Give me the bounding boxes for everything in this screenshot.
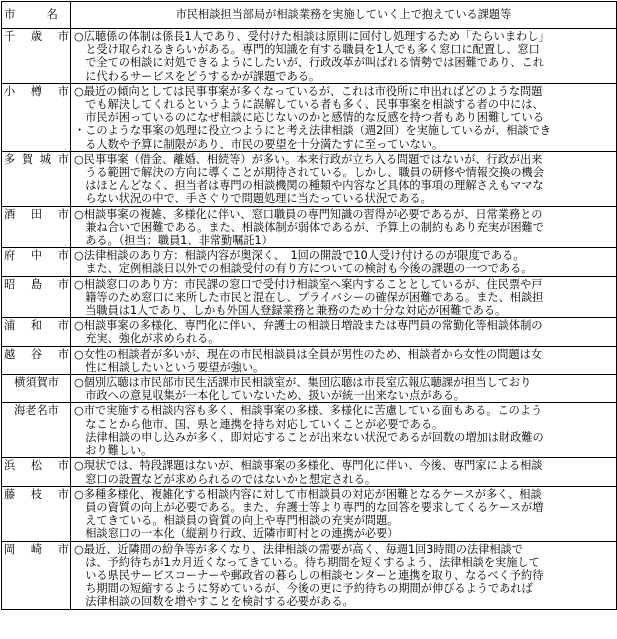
issue-text-line: 窓口の設置などが求められるのではないかと想定される。: [74, 472, 377, 486]
issues-cell: [71, 346, 617, 374]
issue-text-line: 兼ね合いで困難である。また、相談体制が弱体であるが、予算上の制約もあり充実が困難で: [74, 220, 544, 234]
issue-text-line: 当職員は1人であり、しかも外国人登録業務と兼務のため十分な対応が困難である。: [74, 304, 507, 318]
issue-text-line: 性に相談したいという要望が強い。: [74, 360, 265, 374]
issue-text-line: ○相談事案の多様化、専門化に伴い、弁護士の相談日増設または専門員の常勤化等相談体制の: [74, 319, 543, 333]
city-name-cell: 横須賀市: [2, 375, 71, 403]
issue-text-line: 相談窓口の一本化（縦割り行政、近隣市町村との連携が必要）: [74, 527, 399, 541]
issue-text-line: 員の資質の向上が必要である。また、弁護士等より専門的な回答を要求してくるケースが増: [74, 500, 544, 514]
table-row: [2, 276, 617, 318]
issue-text-line: ・このような事案の処理に役立つようにと考え法律相談（週2回）を実施しているが、相談でき: [74, 124, 551, 138]
issue-text-line: 市政への意見収集が一本化していないため、扱いが統一出来ない点がある。: [74, 389, 466, 403]
issues-column-header: 市民相談担当部局が相談業務を実施していく上で抱えている課題等: [71, 2, 617, 29]
city-name-cell: 千 歳 市: [2, 29, 71, 84]
issue-text-line: いる県民サービスコーナーや郵政省の暮らしの相談センターと連携を取り、なるべく予約待: [74, 568, 544, 582]
issue-text-line: えてきている。相談員の資質の向上や専門相談の充実が問題。: [74, 514, 399, 528]
issue-text-line: 法律相談の申し込みが多く、即対応することが出来ない状況であるが回数の増加は財政難の: [74, 430, 544, 444]
issue-text-line: ○多種多様化、複雑化する相談内容に対して市相談員の対応が困難となるケースが多く、相談: [74, 487, 542, 501]
issue-text-line: おり難しい。: [74, 444, 153, 458]
issue-text-line: は、予約待ちが1カ月近くなってきている。待ち期間を短くするよう、法律相談を実施して: [74, 555, 540, 569]
issue-text-line: ○法律相談のあり方：相談内容が奥深く、 1回の開設で10人受け付けるのが限度である。: [74, 249, 525, 263]
issue-text-line: ○個別広聴は市民部市民生活課市民相談室が、集団広聴は市長室広報広聴課が担当しており: [74, 376, 532, 390]
issue-text-line: なことから他市、国、県と連携を持ち対応していくことが必要である。: [74, 417, 444, 431]
issue-text-line: ち期間の短縮するように努めているが、今後の更に予約待ちの期間が伸びるようであれば: [74, 582, 533, 596]
issue-text-line: ○相談事案の複雑、多様化に伴い、窓口職員の専門知識の習得が必要であるが、日常業務との: [74, 207, 543, 221]
table-row: [2, 541, 617, 609]
city-column-header: 市 名: [2, 2, 71, 29]
city-name-cell: 越 谷 市: [2, 346, 71, 374]
issue-text-line: 充実、強化が求められる。: [74, 332, 220, 346]
issue-text-line: で全ての相談に対処できるようにしたいが、行政改革が叫ばれる情勢では困難であり、これ: [74, 56, 544, 70]
issue-text-line: でも解決してくれるというように誤解している者も多く、民事事案を相談する者の中には、: [74, 98, 544, 112]
issue-text-line: 市民が困っているのになぜ相談に応じないのかと感情的な反感を持つ者もあり困難している: [74, 111, 544, 125]
issues-cell: [71, 458, 617, 486]
issues-cell: [71, 29, 617, 84]
issues-table: [1, 1, 617, 610]
table-row: [2, 206, 617, 248]
header-row: [2, 2, 617, 29]
issues-cell: [71, 276, 617, 318]
issues-cell: [71, 318, 617, 346]
issue-text-line: はほとんどなく、担当者は専門の相談機関の種類や内容など具体的事項の理解さえもママな: [74, 179, 544, 193]
issues-cell: [71, 403, 617, 458]
issues-cell: [71, 206, 617, 248]
issue-text-line: うる範囲で解決の方向に導くことが期待されている。しかし、職員の研修や情報交換の機会: [74, 166, 544, 180]
city-name-cell: 多賀城市: [2, 151, 71, 206]
city-name-cell: 浦 和 市: [2, 318, 71, 346]
issue-text-line: ○最近、近隣間の紛争等が多くなり、法律相談の需要が高く、毎週1回3時間の法律相談で: [74, 542, 523, 556]
table-row: [2, 346, 617, 374]
city-name-cell: 小 樽 市: [2, 83, 71, 151]
issue-text-line: ○最近の傾向としては民事事案が多くなっているが、これは市役所に申出ればどのような問題: [74, 84, 543, 98]
issue-text-line: に代わるサービスをどうするかが課題である。: [74, 69, 321, 83]
issues-cell: [71, 248, 617, 276]
city-name-cell: 海老名市: [2, 403, 71, 458]
city-name-cell: 浜 松 市: [2, 458, 71, 486]
issue-text-line: ○女性の相談者が多いが、現在の市民相談員は全員が男性のため、相談者から女性の問題は女: [74, 347, 543, 361]
table-row: [2, 403, 617, 458]
issue-text-line: ○民事事案（借金、離婚、相続等）が多い。本来行政が立ち入る問題ではないが、行政が出来: [74, 152, 543, 166]
table-row: [2, 375, 617, 403]
issue-text-line: らない状況の中で、手さぐりで問題処理に当たっている状況である。: [74, 192, 432, 206]
issue-text-line: 籍等のため窓口に来所した市民と混在し、プライバシーの確保が困難である。また、相談担: [74, 290, 544, 304]
issues-cell: [71, 375, 617, 403]
table-row: [2, 151, 617, 206]
city-name-cell: 酒 田 市: [2, 206, 71, 248]
issue-text-line: る人数や予算に制限があり、市民の要望を十分満たすに至っていない。: [74, 137, 444, 151]
issue-text-line: と受け取られるきらいがある。専門的知識を有する職員を1人でも多く窓口に配置し、窓口: [74, 43, 540, 57]
city-name-cell: 岡 崎 市: [2, 541, 71, 609]
table-row: [2, 318, 617, 346]
issue-text-line: ○相談窓口のあり方：市民課の窓口で受付け相談室へ案内することとしているが、住民票や戸: [74, 277, 543, 291]
issues-cell: [71, 486, 617, 541]
city-name-cell: 藤 枝 市: [2, 486, 71, 541]
table-row: [2, 29, 617, 84]
table-row: [2, 83, 617, 151]
issue-text-line: ○現状では、特段課題はないが、相談事案の多様化、専門化に伴い、今後、専門家による相談: [74, 459, 543, 473]
issue-text-line: 法律相談の回数を増やすことを検討する必要がある。: [74, 595, 354, 609]
document-page: [0, 1, 617, 639]
issues-cell: [71, 151, 617, 206]
table-row: [2, 458, 617, 486]
table-row: [2, 486, 617, 541]
city-name-cell: 昭 島 市: [2, 276, 71, 318]
issues-cell: [71, 541, 617, 609]
table-row: [2, 248, 617, 276]
city-name-cell: 府 中 市: [2, 248, 71, 276]
issue-text-line: また、定例相談日以外での相談受付の有り方についての検討も今後の課題の一つである。: [74, 262, 533, 276]
issue-text-line: ○広聴係の体制は係長1人であり、受付けた相談は原則に回付し処理するため「たらいまわし」: [74, 30, 550, 43]
issue-text-line: ○市で実施する相談内容も多く、相談事案の多様、多様化に苦慮している面もある。このよう: [74, 404, 543, 418]
issues-cell: [71, 83, 617, 151]
issue-text-line: ある。（担当：職員1、非常勤嘱託1）: [74, 234, 273, 248]
